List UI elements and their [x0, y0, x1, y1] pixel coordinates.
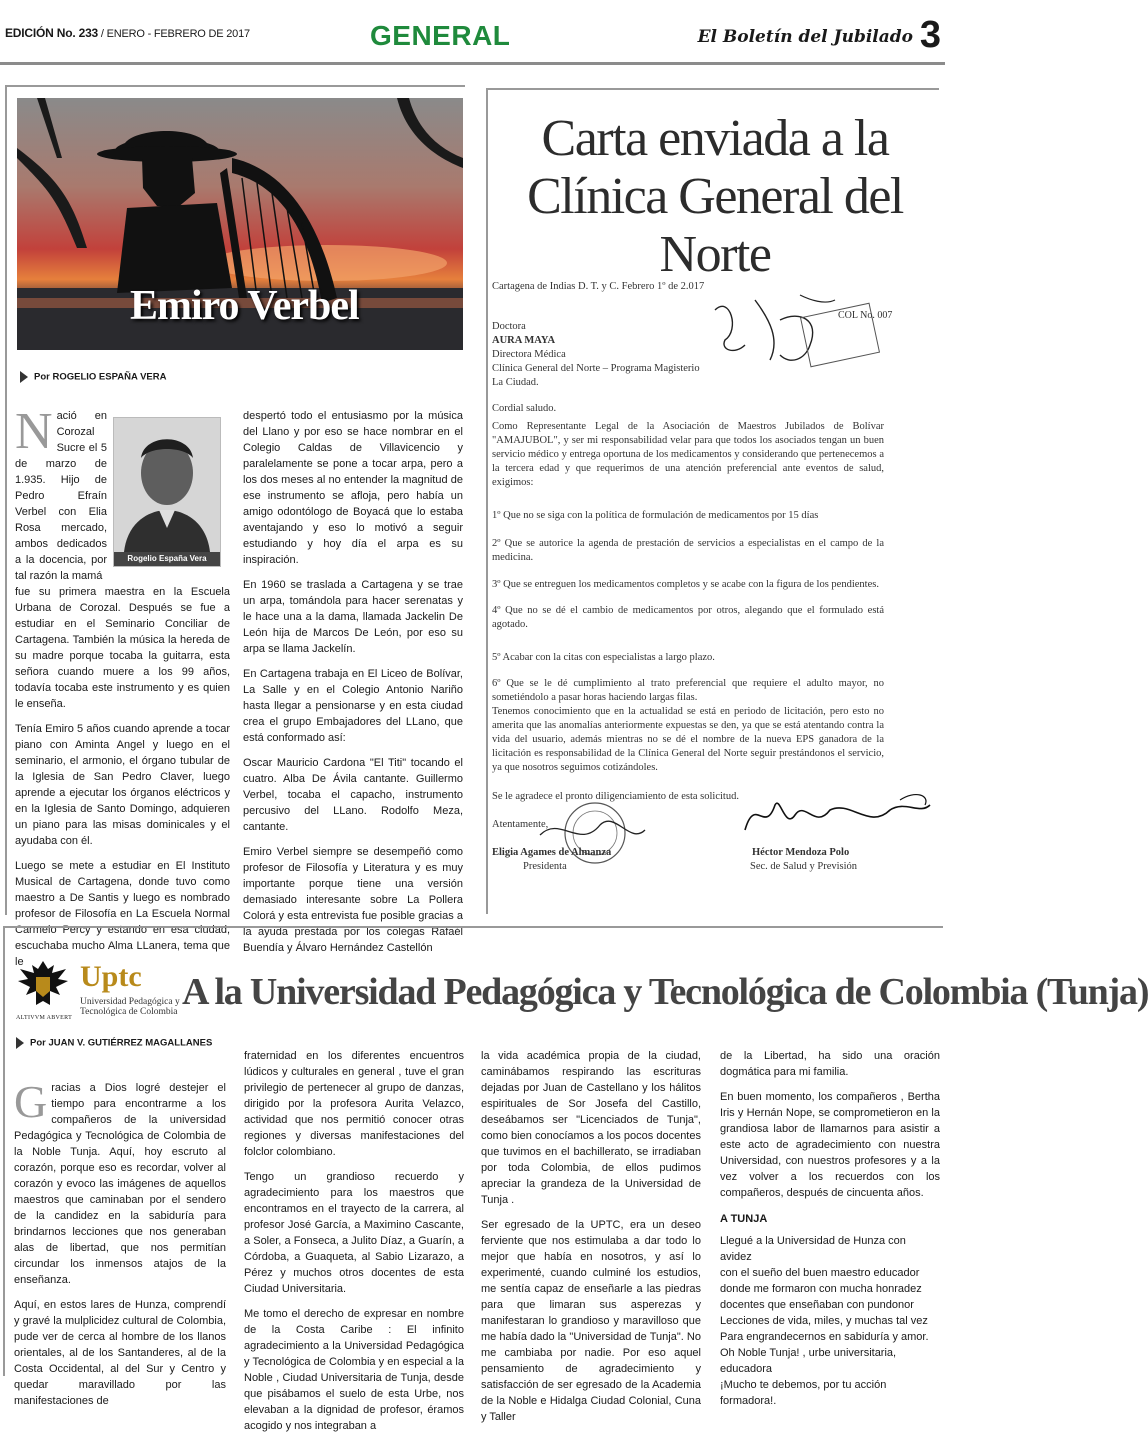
header-rule: [0, 62, 945, 65]
poem: [720, 1233, 940, 1409]
article2-lead: racias a Dios logré destejer el tiempo para encontrarme a los compañeros de la universidad Pedagógica y Tecnológica de Colombia de la Noble Tunja. Aquí, hoy escruto al corazón, porque eso es recordar, volver al corazón y evoco las imágenes de aquellos maestros que caminaban por el sendero de la candidez en la sabiduría para brindarnos lecciones que nos generaban alas de libertad, que nos permitían circundar los inmensos atajos de la enseñanza.: [14, 1082, 226, 1286]
uptc-logo: Uptc: [80, 960, 142, 993]
lead-wrap: [15, 403, 107, 584]
signer1-name: Eligia Agames de Almanza: [492, 847, 612, 858]
recipient-line: La Ciudad.: [492, 377, 539, 388]
article1-paragraph: En 1960 se traslada a Cartagena y se trae un arpa, tomándola para hacer serenatas y le hace una a la dama, llamada Jackelin De León hija de Marcos De León, por eso su arpa se llama Jackelín.: [243, 579, 463, 655]
letter-title: [490, 110, 940, 284]
letter-greeting: Cordial saludo.: [492, 403, 557, 414]
section-title: GENERAL: [370, 20, 511, 51]
letter-intro: Como Representante Legal de la Asociación de Maestros Jubilados de Bolívar "AMAJUBOL", y ser mi responsabilidad velar para que todos los asociados tengan un buen servicio médico y entrega oportuna de los medicamentos y considerando que pertenecemos a la tercera edad y que requerimos de una atención preferencial ante eventos de salud, exigimos:: [492, 421, 884, 488]
article2-column-2: [244, 1048, 464, 1443]
article2-paragraph: Ser egresado de la UPTC, era un deseo ferviente que nos estimulaba a dar todo lo mejor que había en nosotros, y así lo experimenté, cuando culminé los estudios, me sentía capaz de enseñarle a las piedras para que limaran sus asperezas y manifestaran lo grandioso y maravilloso que me había dado la "Universidad de Tunja". No me cambiaba por nadie. Por eso aquel pensamiento de agradecimiento y satisfacción de ser egresado de la Academia de la Noble e Hidalga Ciudad Colonial, Cuna y Taller: [481, 1219, 701, 1423]
letter-closing: Se le agradece el pronto diligenciamiento de esta solicitud.: [492, 791, 739, 802]
poem-line: Llegué a la Universidad de Hunza con avidez: [720, 1235, 906, 1263]
article1-paragraph: Emiro Verbel siempre se desempeñó como profesor de Filosofía y Literatura y es muy importante porque tiene una versión demasiado interesante sobre La Pollera Colorá y esta entrevista fue posible gracias a la ayuda prestada por los colegas Rafaél Buendía y Álvaro Hernández Castellón: [243, 846, 463, 954]
article1-paragraph: fue su primera maestra en la Escuela Urbana de Corozal. Después se fue a estudiar en el Seminario Conciliar de Cartagena. También la música la hereda de su madre porque tocaba la guitarra, esta señora cuando muere a los 99 años, todavía tocaba este instrumento y es quien le enseña.: [15, 586, 230, 710]
received-stamp: [710, 290, 880, 380]
signer1-role: Presidenta: [523, 861, 567, 872]
article2-column-1: [14, 1076, 226, 1418]
eagle-crest-icon: [14, 955, 72, 1019]
article2-paragraph: Aquí, en estos lares de Hunza, comprendí y gravé la mulplicidez cultural de Colombia, pude ver de cerca al hombre de los llanos orientales, al de los Santanderes, al de la Costa Occidental, al del Sur y Centro y quedar maravillado por las manifestaciones de: [14, 1299, 226, 1407]
article1-byline: [20, 371, 167, 383]
edition-info: [5, 26, 250, 40]
poem-line: Para engrandecernos en sabiduría y amor.: [720, 1331, 929, 1343]
byline-text: Por JUAN V. GUTIÉRREZ MAGALLANES: [30, 1037, 213, 1049]
article2-paragraph: Tengo un grandioso recuerdo y agradecimiento para los maestros que encontramos en el trayecto de la carrera, al profesor José García, a Maximino Cascante, a Soler, a Fonseca, a Julito Díaz, a Guarín, a Córdoba, a Guaqueta, al Sabio Lizarazo, a Pérez y muchos otros docentes de esta Ciudad Universitaria.: [244, 1171, 464, 1295]
secretary-signature: [740, 790, 935, 840]
edition-number: EDICIÓN No. 233: [5, 26, 99, 40]
letter-point: 3º Que se entreguen los medicamentos completos y se acabe con la figura de los pendientes.: [492, 579, 879, 590]
uptc-logo-subtitle: [80, 997, 180, 1017]
article2-column-3: [481, 1048, 701, 1434]
recipient-line: Directora Médica: [492, 349, 566, 360]
logo-subline: Tecnológica de Colombia: [80, 1007, 178, 1017]
letter-point: 2º Que se autorice la agenda de prestación de servicios a especialistas en el campo de la medicina.: [492, 538, 884, 563]
article1-paragraph: Luego se mete a estudiar en El Instituto Musical de Cartagena, donde tuvo como maestro a De Santis y luego es nombrado profesor de Filosofía en La Escuela Normal Carmelo Percy y estando en esa ciudad, escuchaba mucho Alma LLanera, tema que le: [15, 860, 230, 968]
article1-paragraph: Tenía Emiro 5 años cuando aprende a tocar piano con Aminta Angel y luego en el seminario, el armonio, el órgano tubular de la Iglesia de San Pedro Claver, luego aprende a ejecutar los órganos eléctricos y en la Iglesia de Santo Domingo, adquieren un piano para las misas dominicales y el ayudaba con él.: [15, 723, 230, 847]
article1-paragraph: despertó todo el entusiasmo por la música del Llano y por eso se hace nombrar en el Colegio Caldas de Villavicencio y paralelamente se pone a tocar arpa, pero a los dos meses al no entender la magnitud de ese instrumento se afloja, pero había un amigo odontólogo de Boyacá que lo estaba aventajando y eso lo motivó a seguir estudiando y hoy día el arpa es su inspiración.: [243, 410, 463, 566]
edition-date: / ENERO - FEBRERO DE 2017: [98, 28, 250, 40]
article2-dropcap: G: [14, 1076, 48, 1127]
article2-paragraph: fraternidad en los diferentes encuentros lúdicos y culturales en general , tuve el gran privilegio de pertenecer al grupo de danzas, dirigido por la profesora Aurita Velazco, actividad que nos permitió conocer otras regiones y diversas manifestaciones del folclor colombiano.: [244, 1050, 464, 1158]
letter-knowledge: Tenemos conocimiento que en la actualidad se está en periodo de licitación, pero esto no amerita que las anomalías anteriormente expuestas se den, ya que se está atentando contra la vida del usuario, además mientras no se dé el nombre de la nueva EPS ganadora de la licitación es responsabilidad de la Clínica General del Norte seguir prestándonos el servicio, ya que nosotros seguimos cotizándoles.: [492, 706, 884, 773]
letter-date: Cartagena de Indias D. T. y C. Febrero 1º de 2.017: [492, 281, 705, 292]
article2-byline: [16, 1037, 212, 1049]
triangle-icon: [16, 1037, 24, 1049]
poem-line: docentes que enseñaban con pundonor: [720, 1299, 914, 1311]
portrait-caption: Rogelio España Vera: [114, 552, 220, 566]
recipient-line: Doctora: [492, 321, 526, 332]
letter-point: 6º Que se le dé cumplimiento al trato preferencial que requiere el adulto mayor, no sometiéndolo a pasar horas haciendo largas filas.: [492, 678, 884, 703]
letter-title-line2: Clínica General del Norte: [527, 168, 903, 283]
letter-title-line1: Carta enviada a la: [541, 110, 889, 167]
letter-point: 4º Que no se dé el cambio de medicamentos por otros, alegando que el formulado está agotado.: [492, 605, 884, 630]
publication-name: El Boletín del Jubilado: [697, 27, 913, 47]
letter-recipient: [492, 320, 712, 390]
crest-motto: ALTIVVM ABVERT: [15, 1015, 73, 1021]
letter-signoff: Atentamente,: [492, 819, 549, 830]
stamp-code: COL No. 007: [838, 310, 893, 321]
article2-paragraph: [14, 1076, 226, 1288]
handwritten-stamp: [710, 290, 880, 380]
poem-line: Oh Noble Tunja! , urbe universitaria, educadora: [720, 1347, 897, 1375]
article2-paragraph: En buen momento, los compañeros , Bertha Iris y Hernán Nope, se comprometieron en la grandiosa labor de llamarnos para asistir a este acto de agradecimiento con nuestra Universidad, con nuestros profesores y a la vez volver a los recuerdos con los compañeros, después de cincuenta años.: [720, 1091, 940, 1199]
poem-line: Lecciones de vida, miles, y muchas tal vez: [720, 1315, 928, 1327]
article1-paragraph: Oscar Mauricio Cardona "El Titi" tocando el cuatro. Alba De Ávila cantante. Guillermo Verbel, tocaba el capacho, instrumento percusivo del LLano. Rodolfo Meza, cantante.: [243, 757, 463, 833]
letter-point: 1º Que no se siga con la política de formulación de medicamentos por 15 días: [492, 510, 819, 521]
signature-graphic: [740, 790, 935, 840]
article1-lead: ació en Corozal Sucre el 5 de marzo de 1.935. Hijo de Pedro Efraín Verbel con Elia Rosa mercado, ambos dedicados a la docencia, por tal razón la mamá: [15, 410, 107, 582]
letter-point: 5º Acabar con la citas con especialistas a largo plazo.: [492, 652, 715, 663]
article1-column-1: [15, 403, 230, 979]
article1-paragraph: En Cartagena trabaja en El Liceo de Bolívar, La Salle y en el Colegio Antonio Nariño hasta llegar a pensionarse y en esta ciudad crea el grupo Embajadores del LLano, que está conformado así:: [243, 668, 463, 744]
colombia-crest: [14, 955, 72, 1019]
article1-dropcap: N: [15, 403, 53, 460]
logo-subline: Universidad Pedagógica y: [80, 997, 180, 1007]
poem-line: ¡Mucho te debemos, por tu acción formadora!.: [720, 1379, 887, 1407]
poem-line: con el sueño del buen maestro educador: [720, 1267, 920, 1279]
article2-paragraph: de la Libertad, ha sido una oración dogmática para mi familia.: [720, 1050, 940, 1078]
triangle-icon: [20, 371, 28, 383]
byline-text: Por ROGELIO ESPAÑA VERA: [34, 371, 167, 383]
article2-paragraph: la vida académica propia de la ciudad, caminábamos respirando las escrituras dejadas por Juan de Castellano y los hálitos espirituales de Sor Josefa del Castillo, deseábamos ser "Licenciados de Tunja", como bien conocíamos a los pocos docentes que tuvimos en el bachillerato, se irradiaban por toda Colombia, de ellos pudimos apreciar la grandeza de la Universidad de Tunja .: [481, 1050, 701, 1206]
page-number: 3: [919, 14, 941, 56]
article1-title: Emiro Verbel: [130, 283, 359, 329]
signer2-role: Sec. de Salud y Previsión: [750, 861, 858, 872]
article2-paragraph: Me tomo el derecho de expresar en nombre de la Costa Caribe : El infinito agradecimiento a la Universidad Pedagógica y Tecnológica de Colombia y en especial a la Noble , Ciudad Universitaria de Tunja, desde que pisábamos el suelo de esta Urbe, nos elevaban a la dignidad de profesor, éramos acogido y nos integraban a: [244, 1308, 464, 1432]
poem-heading: A TUNJA: [720, 1213, 768, 1225]
article2-column-4: [720, 1048, 940, 1409]
article1-column-2: [243, 408, 463, 965]
recipient-line: Clínica General del Norte – Programa Magisterio: [492, 363, 700, 374]
poem-line: donde me formaron con mucha honradez: [720, 1283, 922, 1295]
recipient-line: AURA MAYA: [492, 335, 556, 346]
signer2-name: Héctor Mendoza Polo: [752, 847, 850, 858]
article2-title: A la Universidad Pedagógica y Tecnológica de Colombia (Tunja): [182, 971, 1148, 1013]
